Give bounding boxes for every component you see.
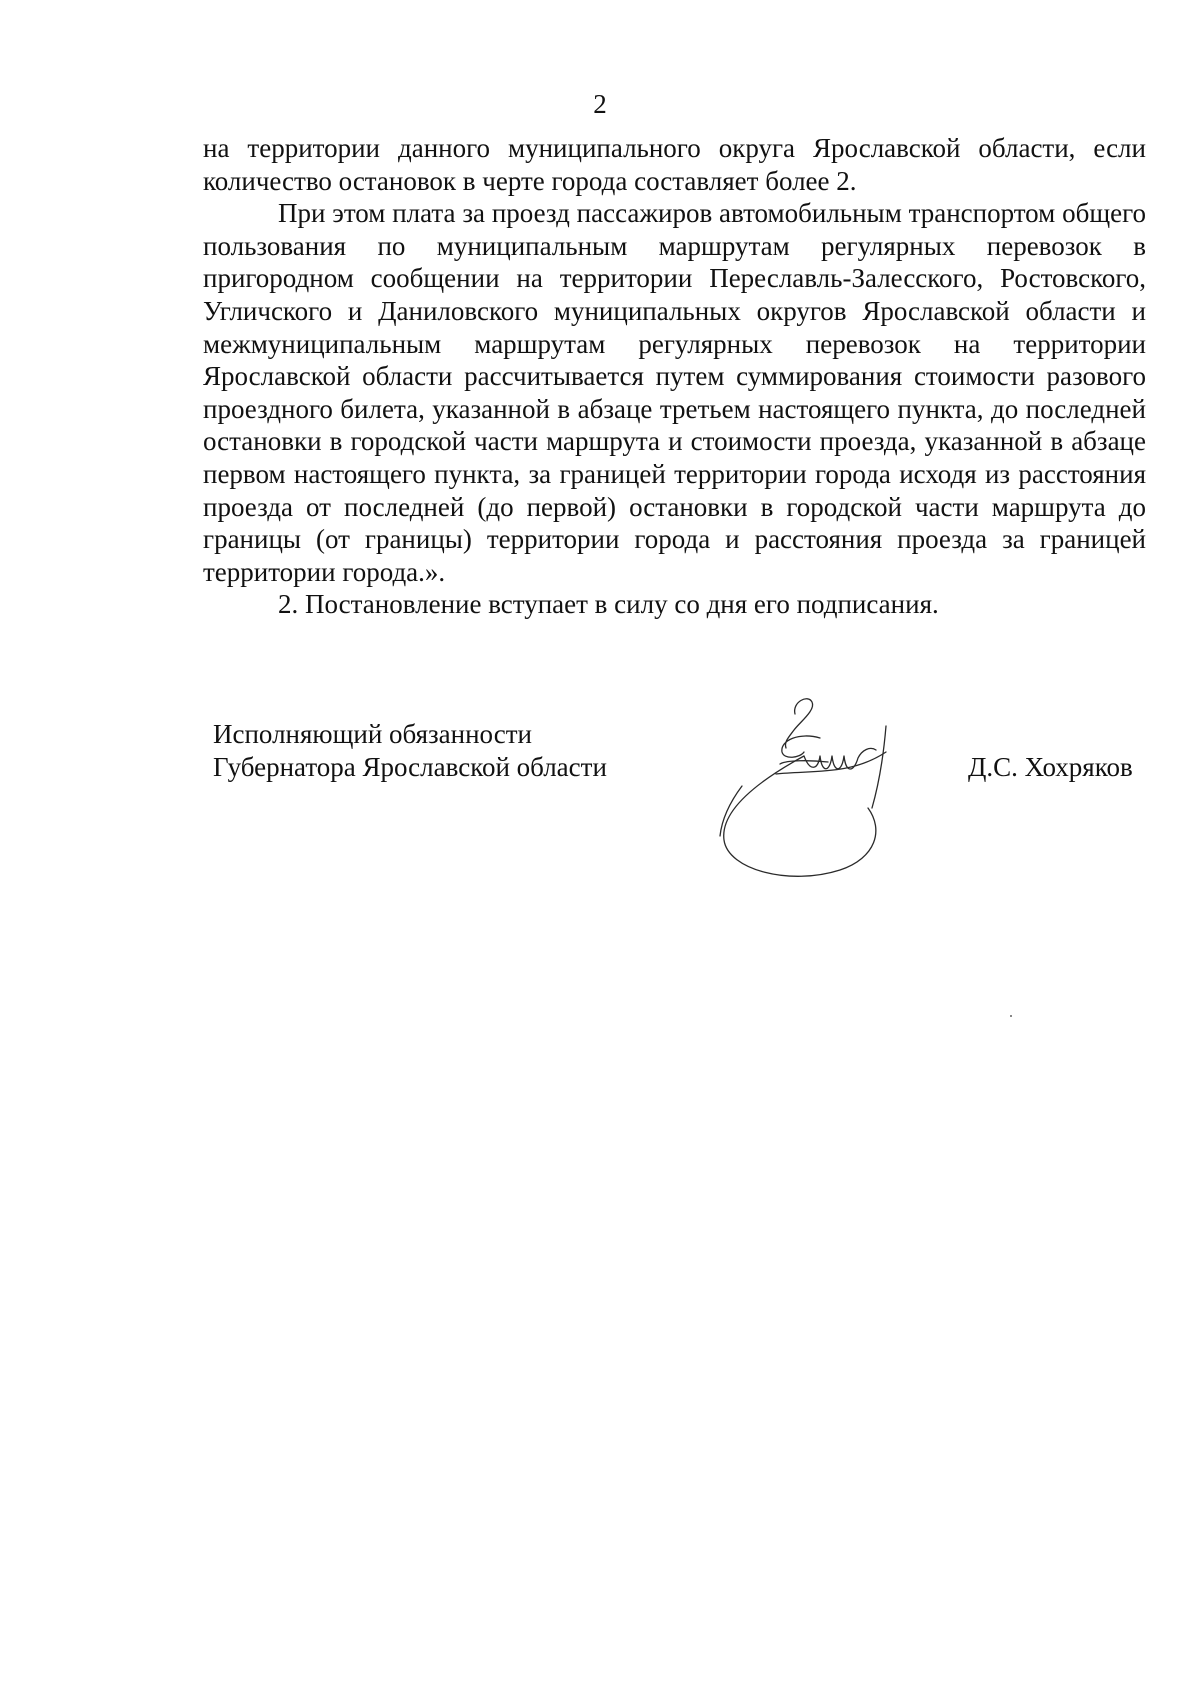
signature-loops (804, 748, 876, 769)
signatory-position (213, 718, 607, 784)
document-body (203, 132, 1146, 621)
paragraph-continuation: на территории данного муниципального округа Ярославской области, если количество остановок в черте города составляет более 2. (203, 133, 1146, 196)
signatory-name: Д.С. Хохряков (968, 752, 1133, 782)
position-line-2: Губернатора Ярославской области (213, 752, 607, 782)
signature-descender (872, 726, 886, 808)
position-line-1: Исполняющий обязанности (213, 719, 532, 749)
paragraph-effective-date: 2. Постановление вступает в силу со дня его подписания. (278, 589, 939, 620)
handwritten-signature (700, 690, 940, 890)
signature-top-loop (785, 699, 812, 748)
signature-left-stroke (720, 786, 742, 836)
page-number: 2 (593, 89, 607, 119)
scan-speck (1010, 1015, 1012, 1017)
paragraph-fare-calculation: При этом плата за проезд пассажиров автомобильным транспортом общего пользования по муниципальным маршрутам регулярных перевозок в пригородном сообщении на территории Переславль-Залесского, Ростовского, Угличского и Даниловского муниципальных округов Ярославской области и межмуниципальным маршрутам регулярных перевозок на территории Ярославской области рассчитывается путем суммирования стоимости разового проездного билета, указанной в абзаце третьем настоящего пункта, до последней остановки в городской части маршрута и стоимости проезда, указанной в абзаце первом настоящего пункта, за границей территории города исходя из расстояния проезда от последней (до первой) остановки в городской части маршрута до границы (от границы) территории города и расстояния проезда за границей территории города.». (203, 198, 1146, 587)
signature-big-oval (724, 756, 876, 876)
